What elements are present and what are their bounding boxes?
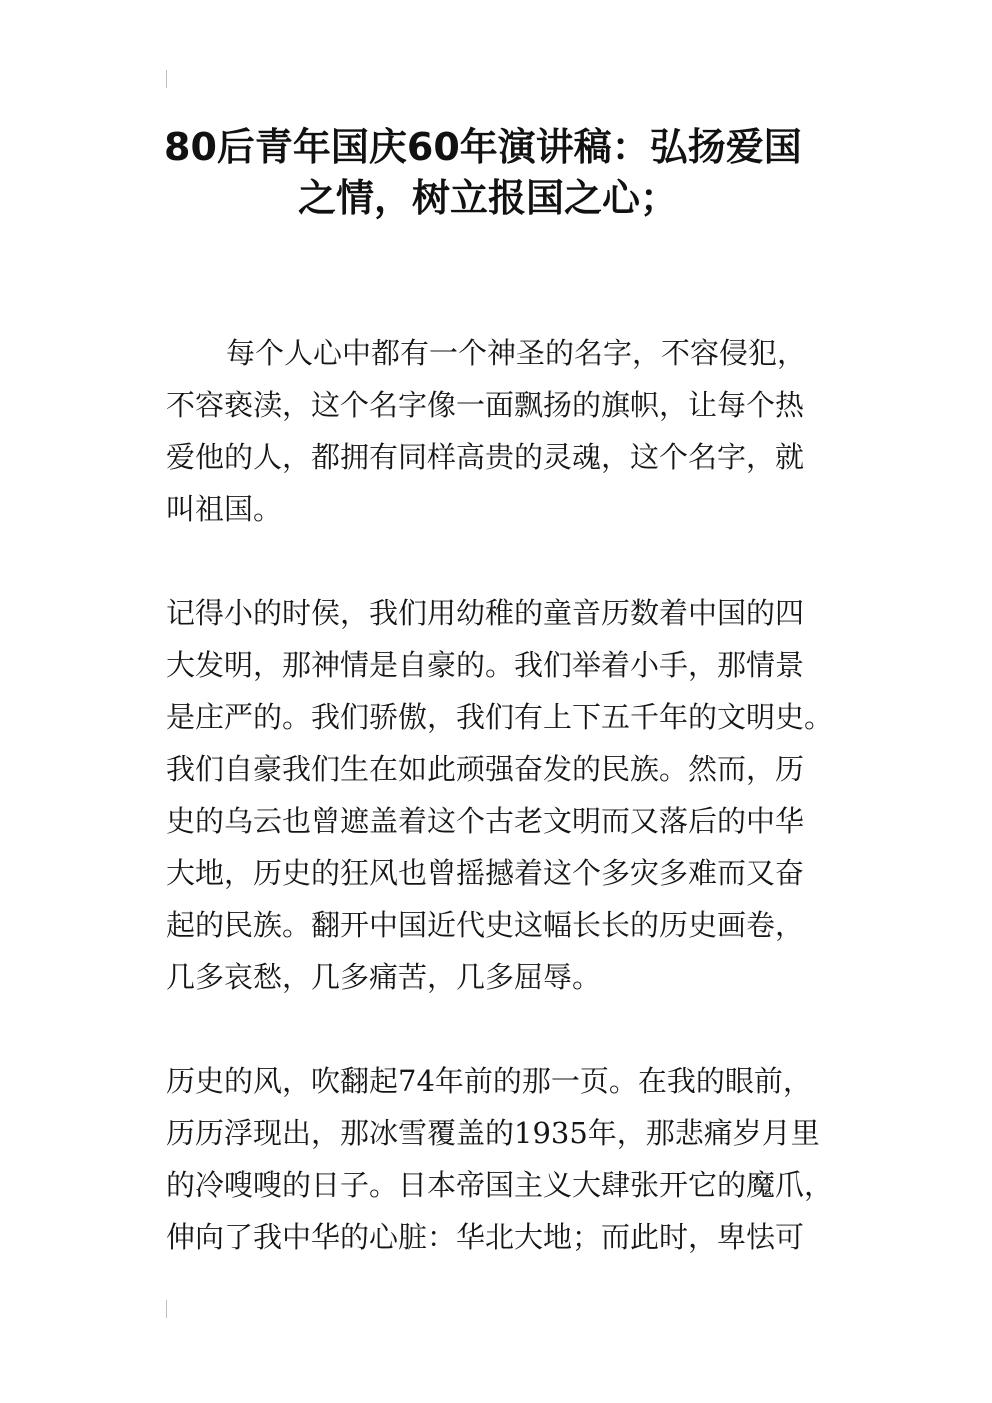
paragraph-3-line-4: 伸向了我中华的心脏：华北大地；而此时，卑怯可 — [166, 1220, 805, 1254]
paragraph-2-line-7: 起的民族。翻开中国近代史这幅长长的历史画卷， — [166, 908, 805, 942]
page-corner-mark-bottom — [166, 1300, 167, 1318]
paragraph-3-line-1: 历史的风，吹翻起74年前的那一页。在我的眼前， — [166, 1064, 812, 1098]
paragraph-1-line-1: 每个人心中都有一个神圣的名字，不容侵犯， — [226, 336, 807, 370]
paragraph-1-line-3: 爱他的人，都拥有同样高贵的灵魂，这个名字，就 — [166, 440, 805, 474]
paragraph-1-line-4: 叫祖国。 — [166, 492, 283, 526]
paragraph-2-line-2: 大发明，那神情是自豪的。我们举着小手，那情景 — [166, 648, 805, 682]
page-title-line-1: 80后青年国庆60年演讲稿：弘扬爱国 — [164, 125, 802, 169]
page-title-line-2: 之情，树立报国之心； — [298, 176, 679, 220]
paragraph-2-line-4: 我们自豪我们生在如此顽强奋发的民族。然而，历 — [166, 752, 805, 786]
paragraph-2-line-3: 是庄严的。我们骄傲，我们有上下五千年的文明史。 — [166, 700, 834, 734]
paragraph-2-line-8: 几多哀愁，几多痛苦，几多屈辱。 — [166, 960, 602, 994]
page-corner-mark-top — [166, 70, 167, 88]
paragraph-2-line-5: 史的乌云也曾遮盖着这个古老文明而又落后的中华 — [166, 804, 805, 838]
paragraph-3-line-2: 历历浮现出，那冰雪覆盖的1935年，那悲痛岁月里 — [166, 1116, 820, 1150]
paragraph-3-line-3: 的冷嗖嗖的日子。日本帝国主义大肆张开它的魔爪， — [166, 1168, 834, 1202]
paragraph-2-line-6: 大地，历史的狂风也曾摇撼着这个多灾多难而又奋 — [166, 856, 805, 890]
paragraph-1-line-2: 不容亵渎，这个名字像一面飘扬的旗帜，让每个热 — [166, 388, 805, 422]
paragraph-2-line-1: 记得小的时侯，我们用幼稚的童音历数着中国的四 — [166, 596, 805, 630]
